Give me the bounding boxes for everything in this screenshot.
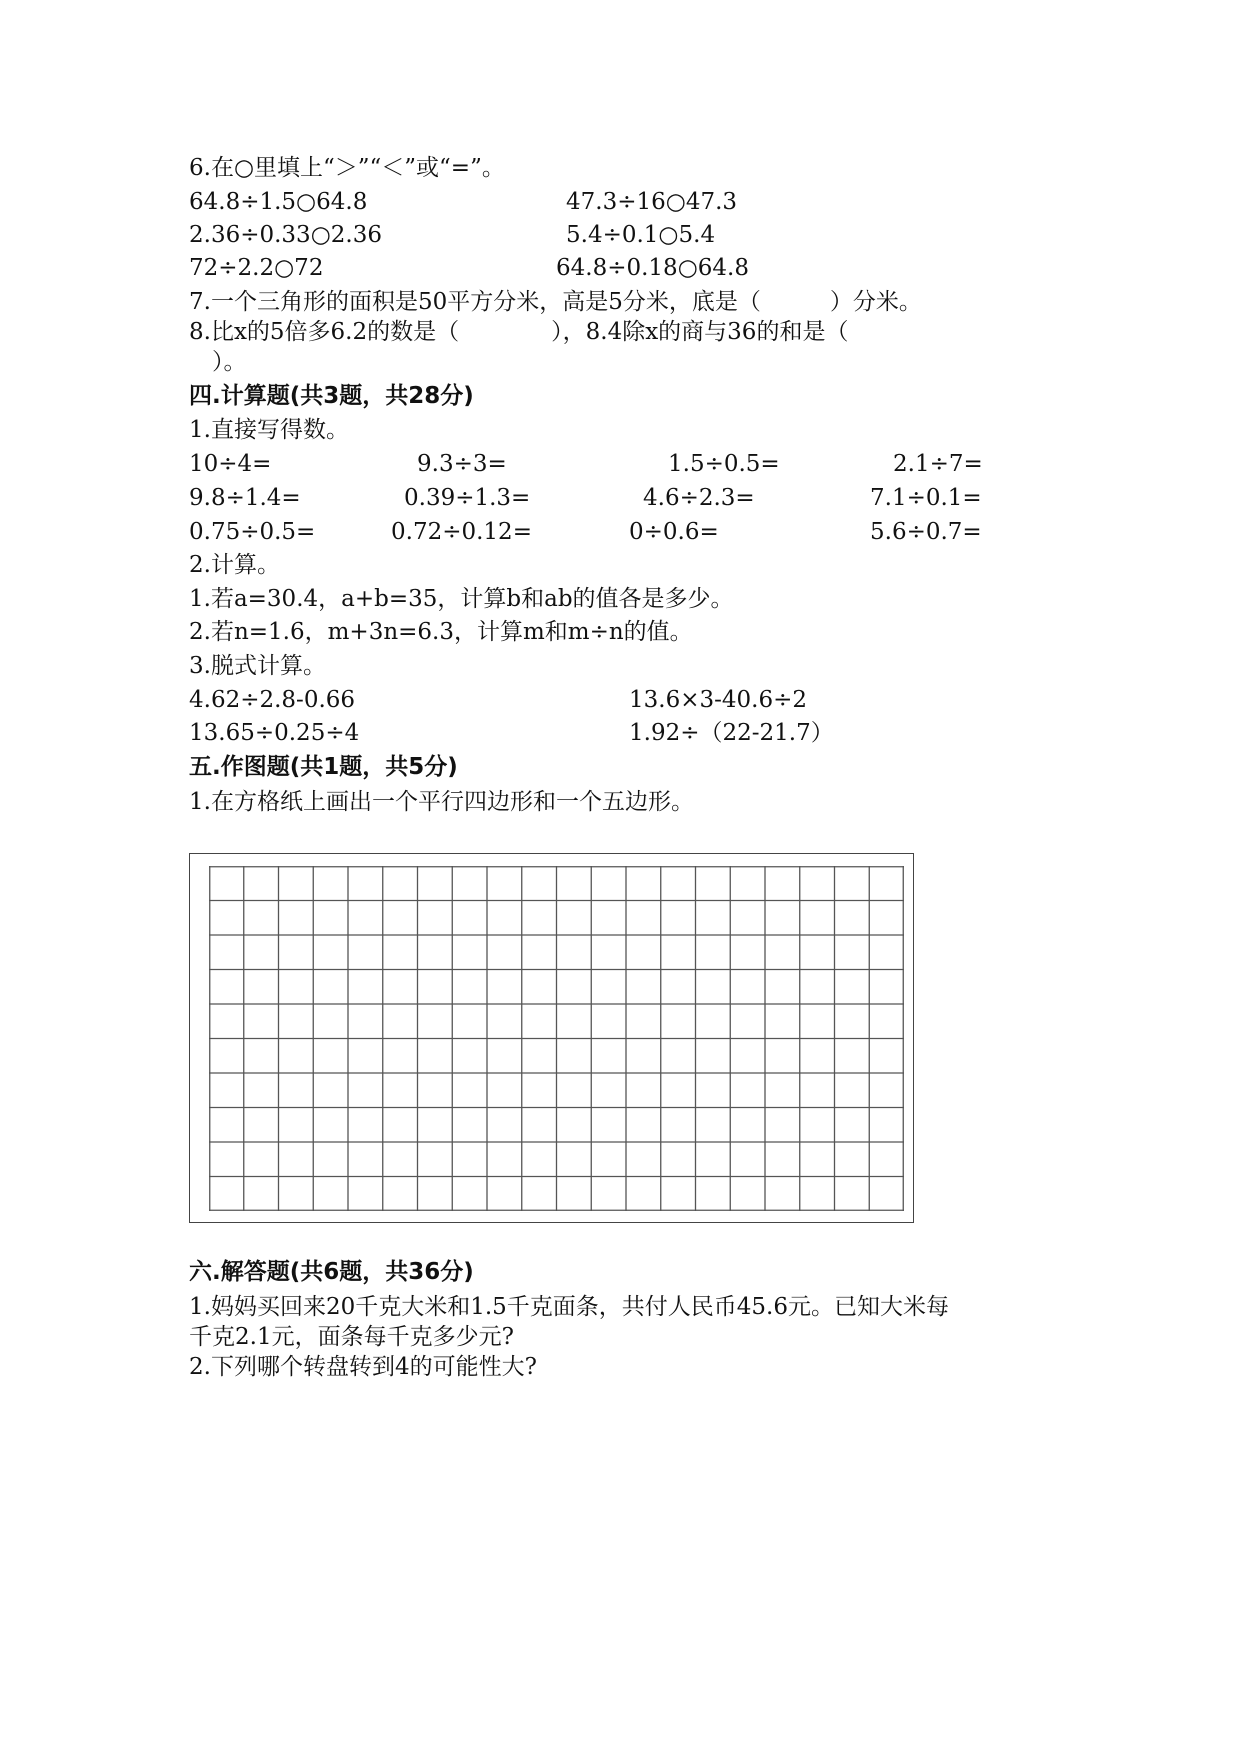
calc-item: 4.62÷2.8-0.66 <box>189 687 356 713</box>
q8-line2: ）。 <box>189 349 247 375</box>
calc-item: 0.72÷0.12= <box>391 519 532 545</box>
section4-q2-title: 2.计算。 <box>189 552 280 578</box>
calc-item: 10÷4= <box>189 451 272 477</box>
calc-item: 9.3÷3= <box>417 451 507 477</box>
calc-item: 0.75÷0.5= <box>189 519 316 545</box>
section5-heading: 五.作图题(共1题，共5分) <box>189 754 458 780</box>
calc-item: 0÷0.6= <box>629 519 719 545</box>
section4-q2-item: 1.若a=30.4，a+b=35，计算b和ab的值各是多少。 <box>189 586 734 612</box>
section4-heading: 四.计算题(共3题，共28分) <box>189 383 474 409</box>
q6-item: 64.8÷0.18○64.8 <box>556 255 749 281</box>
calc-item: 7.1÷0.1= <box>870 485 982 511</box>
section4-q3-title: 3.脱式计算。 <box>189 653 326 679</box>
calc-item: 5.6÷0.7= <box>870 519 982 545</box>
q6-item: 5.4÷0.1○5.4 <box>566 222 716 248</box>
q6-item: 72÷2.2○72 <box>189 255 324 281</box>
calc-item: 9.8÷1.4= <box>189 485 301 511</box>
q6-item: 2.36÷0.33○2.36 <box>189 222 382 248</box>
section4-q1-title: 1.直接写得数。 <box>189 417 349 443</box>
calc-item: 1.5÷0.5= <box>668 451 780 477</box>
section6-q1-line2: 千克2.1元，面条每千克多少元? <box>189 1324 514 1350</box>
section6-q2: 2.下列哪个转盘转到4的可能性大? <box>189 1354 537 1380</box>
q6-item: 47.3÷16○47.3 <box>566 189 738 215</box>
q6-title: 6.在○里填上“＞”“＜”或“=”。 <box>189 155 505 181</box>
calc-item: 4.6÷2.3= <box>643 485 755 511</box>
grid-paper[interactable] <box>209 866 904 1211</box>
calc-item: 13.65÷0.25÷4 <box>189 720 360 746</box>
q6-item: 64.8÷1.5○64.8 <box>189 189 368 215</box>
calc-item: 1.92÷（22-21.7） <box>629 720 834 746</box>
q7: 7.一个三角形的面积是50平方分米，高是5分米，底是（ ）分米。 <box>189 289 922 315</box>
calc-item: 0.39÷1.3= <box>404 485 531 511</box>
section6-q1-line1: 1.妈妈买回来20千克大米和1.5千克面条，共付人民币45.6元。已知大米每 <box>189 1294 949 1320</box>
section4-q2-item: 2.若n=1.6，m+3n=6.3，计算m和m÷n的值。 <box>189 619 693 645</box>
calc-item: 13.6×3-40.6÷2 <box>629 687 808 713</box>
calc-item: 2.1÷7= <box>893 451 983 477</box>
section5-q1: 1.在方格纸上画出一个平行四边形和一个五边形。 <box>189 789 694 815</box>
section6-heading: 六.解答题(共6题，共36分) <box>189 1259 474 1285</box>
q8-line1: 8.比x的5倍多6.2的数是（ ），8.4除x的商与36的和是（ <box>189 319 849 345</box>
